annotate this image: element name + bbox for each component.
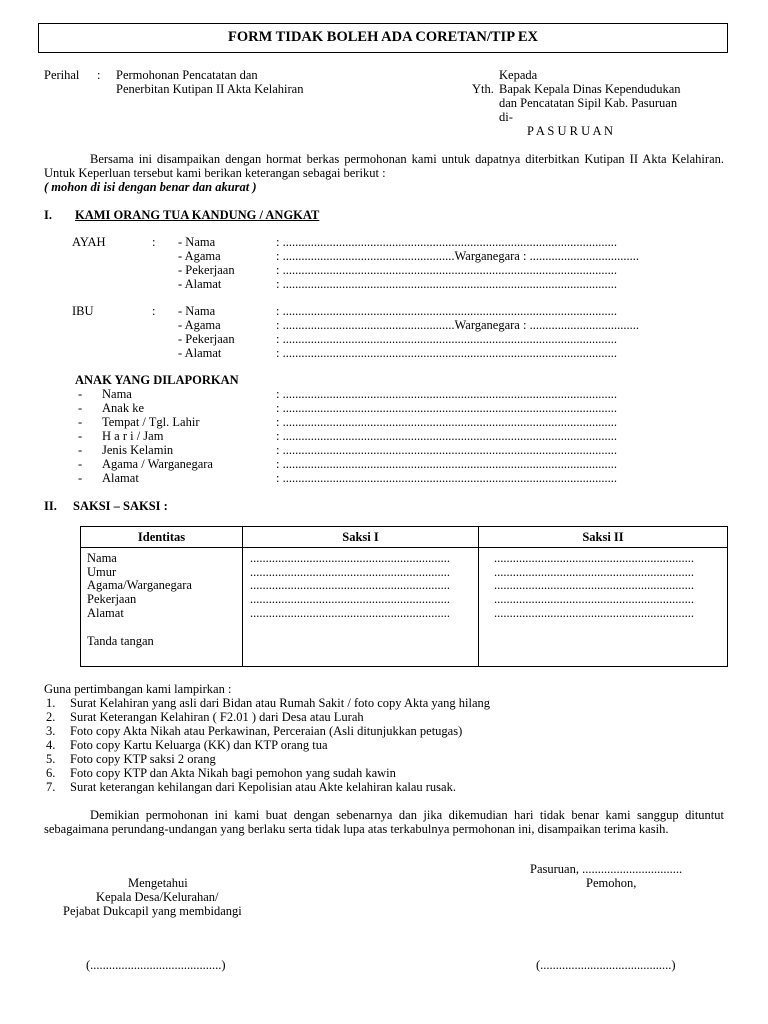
recipient-di: di-: [499, 110, 513, 124]
anak-field-hari-jam: H a r i / Jam: [102, 429, 164, 443]
saksi-field-umur: Umur: [87, 564, 117, 579]
anak-title: ANAK YANG DILAPORKAN: [75, 373, 239, 387]
saksi-field-tanda-tangan: Tanda tangan: [87, 633, 154, 648]
intro-paragraph: Bersama ini disampaikan dengan hormat berkas permohonan kami untuk dapatnya diterbitkan Kutipan II Akta Kelahiran. Untuk Keperluan tersebut kami berikan keterangan sebagai berikut :: [44, 152, 724, 180]
anak-dash: -: [78, 387, 83, 401]
anak-field-agama: Agama / Warganegara: [102, 457, 213, 471]
attachment-number: 7.: [46, 780, 56, 794]
saksi-2-nama-input[interactable]: ................................................................: [494, 551, 694, 565]
attachments-intro: Guna pertimbangan kami lampirkan :: [44, 682, 232, 696]
saksi-1-agama-input[interactable]: ................................................................: [250, 578, 450, 593]
perihal-line-1: Permohonan Pencatatan dan: [116, 68, 258, 82]
attachment-number: 5.: [46, 752, 56, 766]
form-title: FORM TIDAK BOLEH ADA CORETAN/TIP EX: [38, 23, 728, 53]
attachment-item: Surat Keterangan Kelahiran ( F2.01 ) dari Desa atau Lurah: [70, 710, 364, 724]
pemohon-label: Pemohon,: [586, 876, 637, 890]
saksi-1-cell: [243, 548, 479, 667]
attachment-item: Foto copy Akta Nikah atau Perkawinan, Perceraian (Asli ditunjukkan petugas): [70, 724, 463, 738]
ibu-field-pekerjaan: - Pekerjaan: [178, 332, 235, 346]
ibu-colon: :: [152, 304, 156, 318]
anak-dash: -: [78, 415, 83, 429]
ayah-field-pekerjaan: - Pekerjaan: [178, 263, 235, 277]
ayah-field-agama: - Agama: [178, 249, 221, 263]
saksi-1-umur-input[interactable]: ................................................................: [250, 564, 450, 579]
section-2-title: SAKSI – SAKSI :: [73, 499, 168, 513]
attachment-number: 6.: [46, 766, 56, 780]
ibu-label: IBU: [72, 304, 94, 318]
recipient-yth: Yth.: [472, 82, 494, 96]
saksi-2-umur-input[interactable]: ................................................................: [494, 564, 694, 579]
anak-field-tempat-tgl: Tempat / Tgl. Lahir: [102, 415, 200, 429]
anak-field-anak-ke: Anak ke: [102, 401, 144, 415]
ayah-agama-input[interactable]: : .......................................................Warganegara : ...................................: [276, 249, 639, 263]
ayah-colon: :: [152, 235, 156, 249]
saksi-1-pekerjaan-input[interactable]: ................................................................: [250, 592, 450, 607]
mengetahui-label: Mengetahui: [128, 876, 188, 890]
anak-agama-input[interactable]: : ...........................................................................................................: [276, 457, 617, 471]
ibu-pekerjaan-input[interactable]: : ...........................................................................................................: [276, 332, 617, 346]
anak-field-alamat: Alamat: [102, 471, 139, 485]
anak-dash: -: [78, 401, 83, 415]
recipient-kepada: Kepada: [499, 68, 538, 82]
saksi-2-alamat-input[interactable]: ................................................................: [494, 605, 694, 620]
ayah-alamat-input[interactable]: : ...........................................................................................................: [276, 277, 617, 291]
anak-tempat-tgl-input[interactable]: : ...........................................................................................................: [276, 415, 617, 429]
saksi-table: [80, 526, 728, 667]
ibu-field-agama: - Agama: [178, 318, 221, 332]
anak-dash: -: [78, 443, 83, 457]
attachment-number: 2.: [46, 710, 56, 724]
saksi-header-saksi-1: Saksi I: [243, 527, 479, 548]
anak-hari-jam-input[interactable]: : ...........................................................................................................: [276, 429, 617, 443]
ibu-field-alamat: - Alamat: [178, 346, 222, 360]
saksi-field-alamat: Alamat: [87, 605, 124, 620]
anak-dash: -: [78, 471, 83, 485]
saksi-field-agama: Agama/Warganegara: [87, 578, 192, 593]
anak-field-jenis-kelamin: Jenis Kelamin: [102, 443, 174, 457]
saksi-field-pekerjaan: Pekerjaan: [87, 592, 137, 607]
saksi-2-agama-input[interactable]: ................................................................: [494, 578, 694, 593]
attachment-item: Foto copy Kartu Keluarga (KK) dan KTP orang tua: [70, 738, 328, 752]
anak-ke-input[interactable]: : ...........................................................................................................: [276, 401, 617, 415]
recipient-city: P A S U R U A N: [527, 124, 614, 138]
ayah-label: AYAH: [72, 235, 106, 249]
anak-nama-input[interactable]: : ...........................................................................................................: [276, 387, 617, 401]
ibu-agama-input[interactable]: : .......................................................Warganegara : ...................................: [276, 318, 639, 332]
saksi-identitas-cell: [81, 548, 243, 667]
ayah-field-alamat: - Alamat: [178, 277, 222, 291]
attachment-item: Foto copy KTP saksi 2 orang: [70, 752, 216, 766]
attachment-number: 3.: [46, 724, 56, 738]
perihal-colon: :: [97, 68, 101, 82]
section-1-number: I.: [44, 208, 52, 222]
attachment-item: Surat Kelahiran yang asli dari Bidan atau Rumah Sakit / foto copy Akta yang hilang: [70, 696, 491, 710]
section-2-number: II.: [44, 499, 57, 513]
saksi-2-pekerjaan-input[interactable]: ................................................................: [494, 592, 694, 607]
attachment-item: Foto copy KTP dan Akta Nikah bagi pemohon yang sudah kawin: [70, 766, 396, 780]
anak-alamat-input[interactable]: : ...........................................................................................................: [276, 471, 617, 485]
left-signature-blank[interactable]: (..........................................): [86, 958, 226, 972]
attachment-item: Surat keterangan kehilangan dari Kepolisian atau Akte kelahiran kalau rusak.: [70, 780, 456, 794]
ayah-field-nama: - Nama: [178, 235, 216, 249]
ayah-nama-input[interactable]: : ...........................................................................................................: [276, 235, 617, 249]
ibu-nama-input[interactable]: : ...........................................................................................................: [276, 304, 617, 318]
anak-dash: -: [78, 429, 83, 443]
anak-field-nama: Nama: [102, 387, 132, 401]
saksi-1-alamat-input[interactable]: ................................................................: [250, 605, 450, 620]
recipient-line-1: Bapak Kepala Dinas Kependudukan: [499, 82, 681, 96]
intro-note: ( mohon di isi dengan benar dan akurat ): [44, 180, 257, 194]
closing-paragraph: Demikian permohonan ini kami buat dengan sebenarnya dan jika dikemudian hari tidak benar kami sanggup dituntut sebagaimana perundang-undangan yang berlaku serta tidak lupa atas terkabulnya permohonan ini, disampaikan terima kasih.: [44, 808, 724, 836]
saksi-2-cell: [479, 548, 728, 667]
saksi-header-identitas: Identitas: [81, 527, 243, 548]
attachment-number: 1.: [46, 696, 56, 710]
saksi-field-nama: Nama: [87, 551, 117, 565]
ibu-field-nama: - Nama: [178, 304, 216, 318]
saksi-header-saksi-2: Saksi II: [479, 527, 728, 548]
anak-jenis-kelamin-input[interactable]: : ...........................................................................................................: [276, 443, 617, 457]
attachment-number: 4.: [46, 738, 56, 752]
section-1-title: KAMI ORANG TUA KANDUNG / ANGKAT: [75, 208, 320, 222]
right-signature-blank[interactable]: (..........................................): [536, 958, 676, 972]
place-date[interactable]: Pasuruan, ................................: [530, 862, 683, 876]
perihal-line-2: Penerbitan Kutipan II Akta Kelahiran: [116, 82, 304, 96]
ibu-alamat-input[interactable]: : ...........................................................................................................: [276, 346, 617, 360]
pejabat-label: Pejabat Dukcapil yang membidangi: [63, 904, 242, 918]
recipient-line-2: dan Pencatatan Sipil Kab. Pasuruan: [499, 96, 678, 110]
anak-dash: -: [78, 457, 83, 471]
perihal-label: Perihal: [44, 68, 80, 82]
kepala-desa-label: Kepala Desa/Kelurahan/: [96, 890, 219, 904]
ayah-pekerjaan-input[interactable]: : ...........................................................................................................: [276, 263, 617, 277]
saksi-1-nama-input[interactable]: ................................................................: [250, 551, 450, 565]
